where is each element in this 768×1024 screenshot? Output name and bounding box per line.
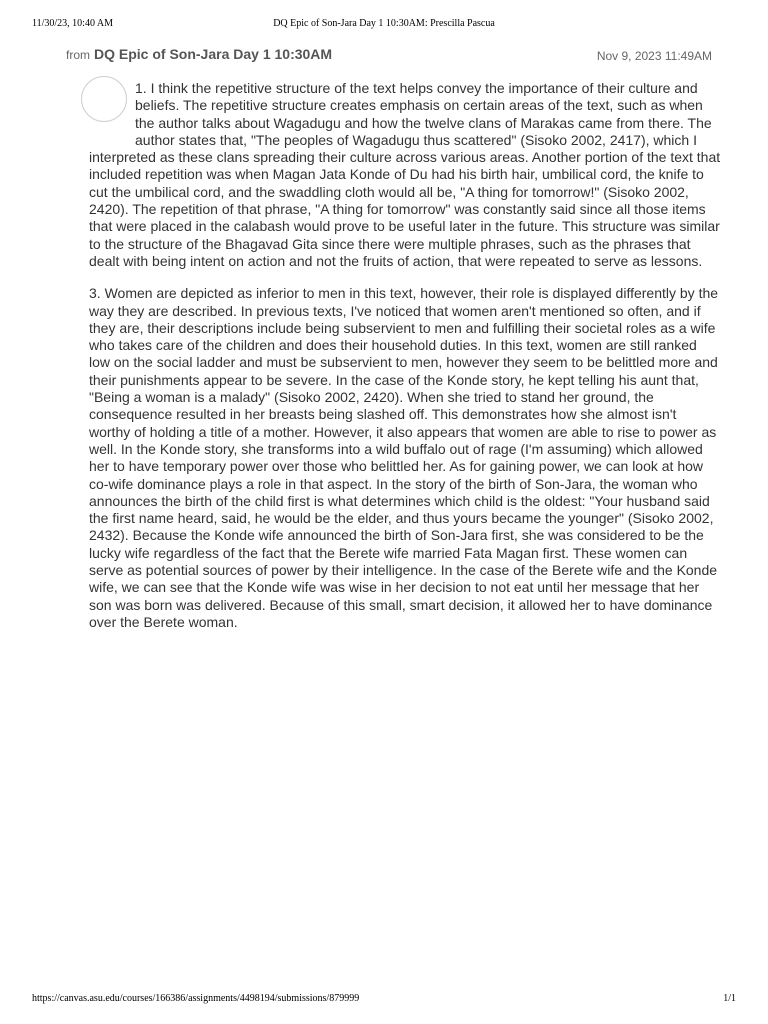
from-label: from — [66, 48, 90, 62]
post-meta — [66, 46, 712, 66]
post-paragraph-1-text: 1. I think the repetitive structure of the text helps convey the importance of their culture and beliefs. The repetitive structure creates emphasis on certain areas of the text, such as when the author talks about Wagadugu and how the twelve clans of Marakas came from there. The author states that, "The peoples of Wagadugu thus scattered" (Sisoko 2002, 2417), which I interpreted as these clans spreading their culture across various areas. Another portion of the text that included repetition was when Magan Jata Konde of Du had his birth hair, umbilical cord, the knife to cut the umbilical cord, and the swaddling cloth would all be, "A thing for tomorrow!" (Sisoko 2002, 2420). The repetition of that phrase, "A thing for tomorrow" was constantly said since all those items that were placed in the calabash would prove to be useful later in the future. This structure was similar to the structure of the Bhagavad Gita since there were multiple phrases, such as the phrases that dealt with being intent on action and not the fruits of action, that were repeated to serve as lessons. — [89, 80, 721, 269]
post-date: Nov 9, 2023 11:49AM — [596, 49, 712, 63]
print-url: https://canvas.asu.edu/courses/166386/assignments/4498194/submissions/879999 — [32, 993, 360, 1004]
print-header — [32, 18, 736, 32]
post-paragraph-1 — [89, 80, 721, 270]
post-paragraph-3: 3. Women are depicted as inferior to men in this text, however, their role is displayed differently by the way they are described. In previous texts, I've noticed that women aren't mentioned so often, and if they are, their descriptions include being subservient to men and fulfilling their societal roles as a wife who takes care of the children and does their household duties. In this text, women are still ranked low on the social ladder and must be subservient to men, however they seem to be belittled more and their punishments appear to be severe. In the case of the Konde story, he kept telling his aunt that, "Being a woman is a malady" (Sisoko 2002, 2420). When she tried to stand her ground, the consequence resulted in her breasts being slashed off. This demonstrates how she almost isn't worthy of holding a title of a mother. However, it also appears that women are able to rise to power as well. In the Konde story, she transforms into a wild buffalo out of rage (I'm assuming) which allowed her to have temporary power over those who belittled her. As for gaining power, we can look at how co-wife dominance plays a role in that aspect. In the story of the birth of Son-Jara, the woman who announces the birth of the child first is what determines which child is the oldest: "Your husband said the first name heard, said, he would be the elder, and thus yours became the younger" (Sisoko 2002, 2432). Because the Konde wife announced the birth of Son-Jara first, she was considered to be the lucky wife regardless of the fact that the Berete wife married Fata Magan first. These women can serve as potential sources of power by their intelligence. In the case of the Berete wife and the Konde wife, we can see that the Konde wife was wise in her decision to not eat until her message that her son was born was delivered. Because of this small, smart decision, it allowed her to have dominance over the Berete woman. — [89, 285, 719, 630]
print-datetime: 11/30/23, 10:40 AM — [32, 18, 114, 29]
topic-title-link[interactable]: DQ Epic of Son-Jara Day 1 10:30AM — [94, 46, 333, 62]
print-page-number: 1/1 — [723, 993, 736, 1004]
print-footer — [32, 993, 736, 1007]
post-message — [89, 80, 721, 646]
avatar-spacer — [89, 80, 135, 132]
print-page-title: DQ Epic of Son-Jara Day 1 10:30AM: Prescilla Pascua — [273, 18, 495, 29]
